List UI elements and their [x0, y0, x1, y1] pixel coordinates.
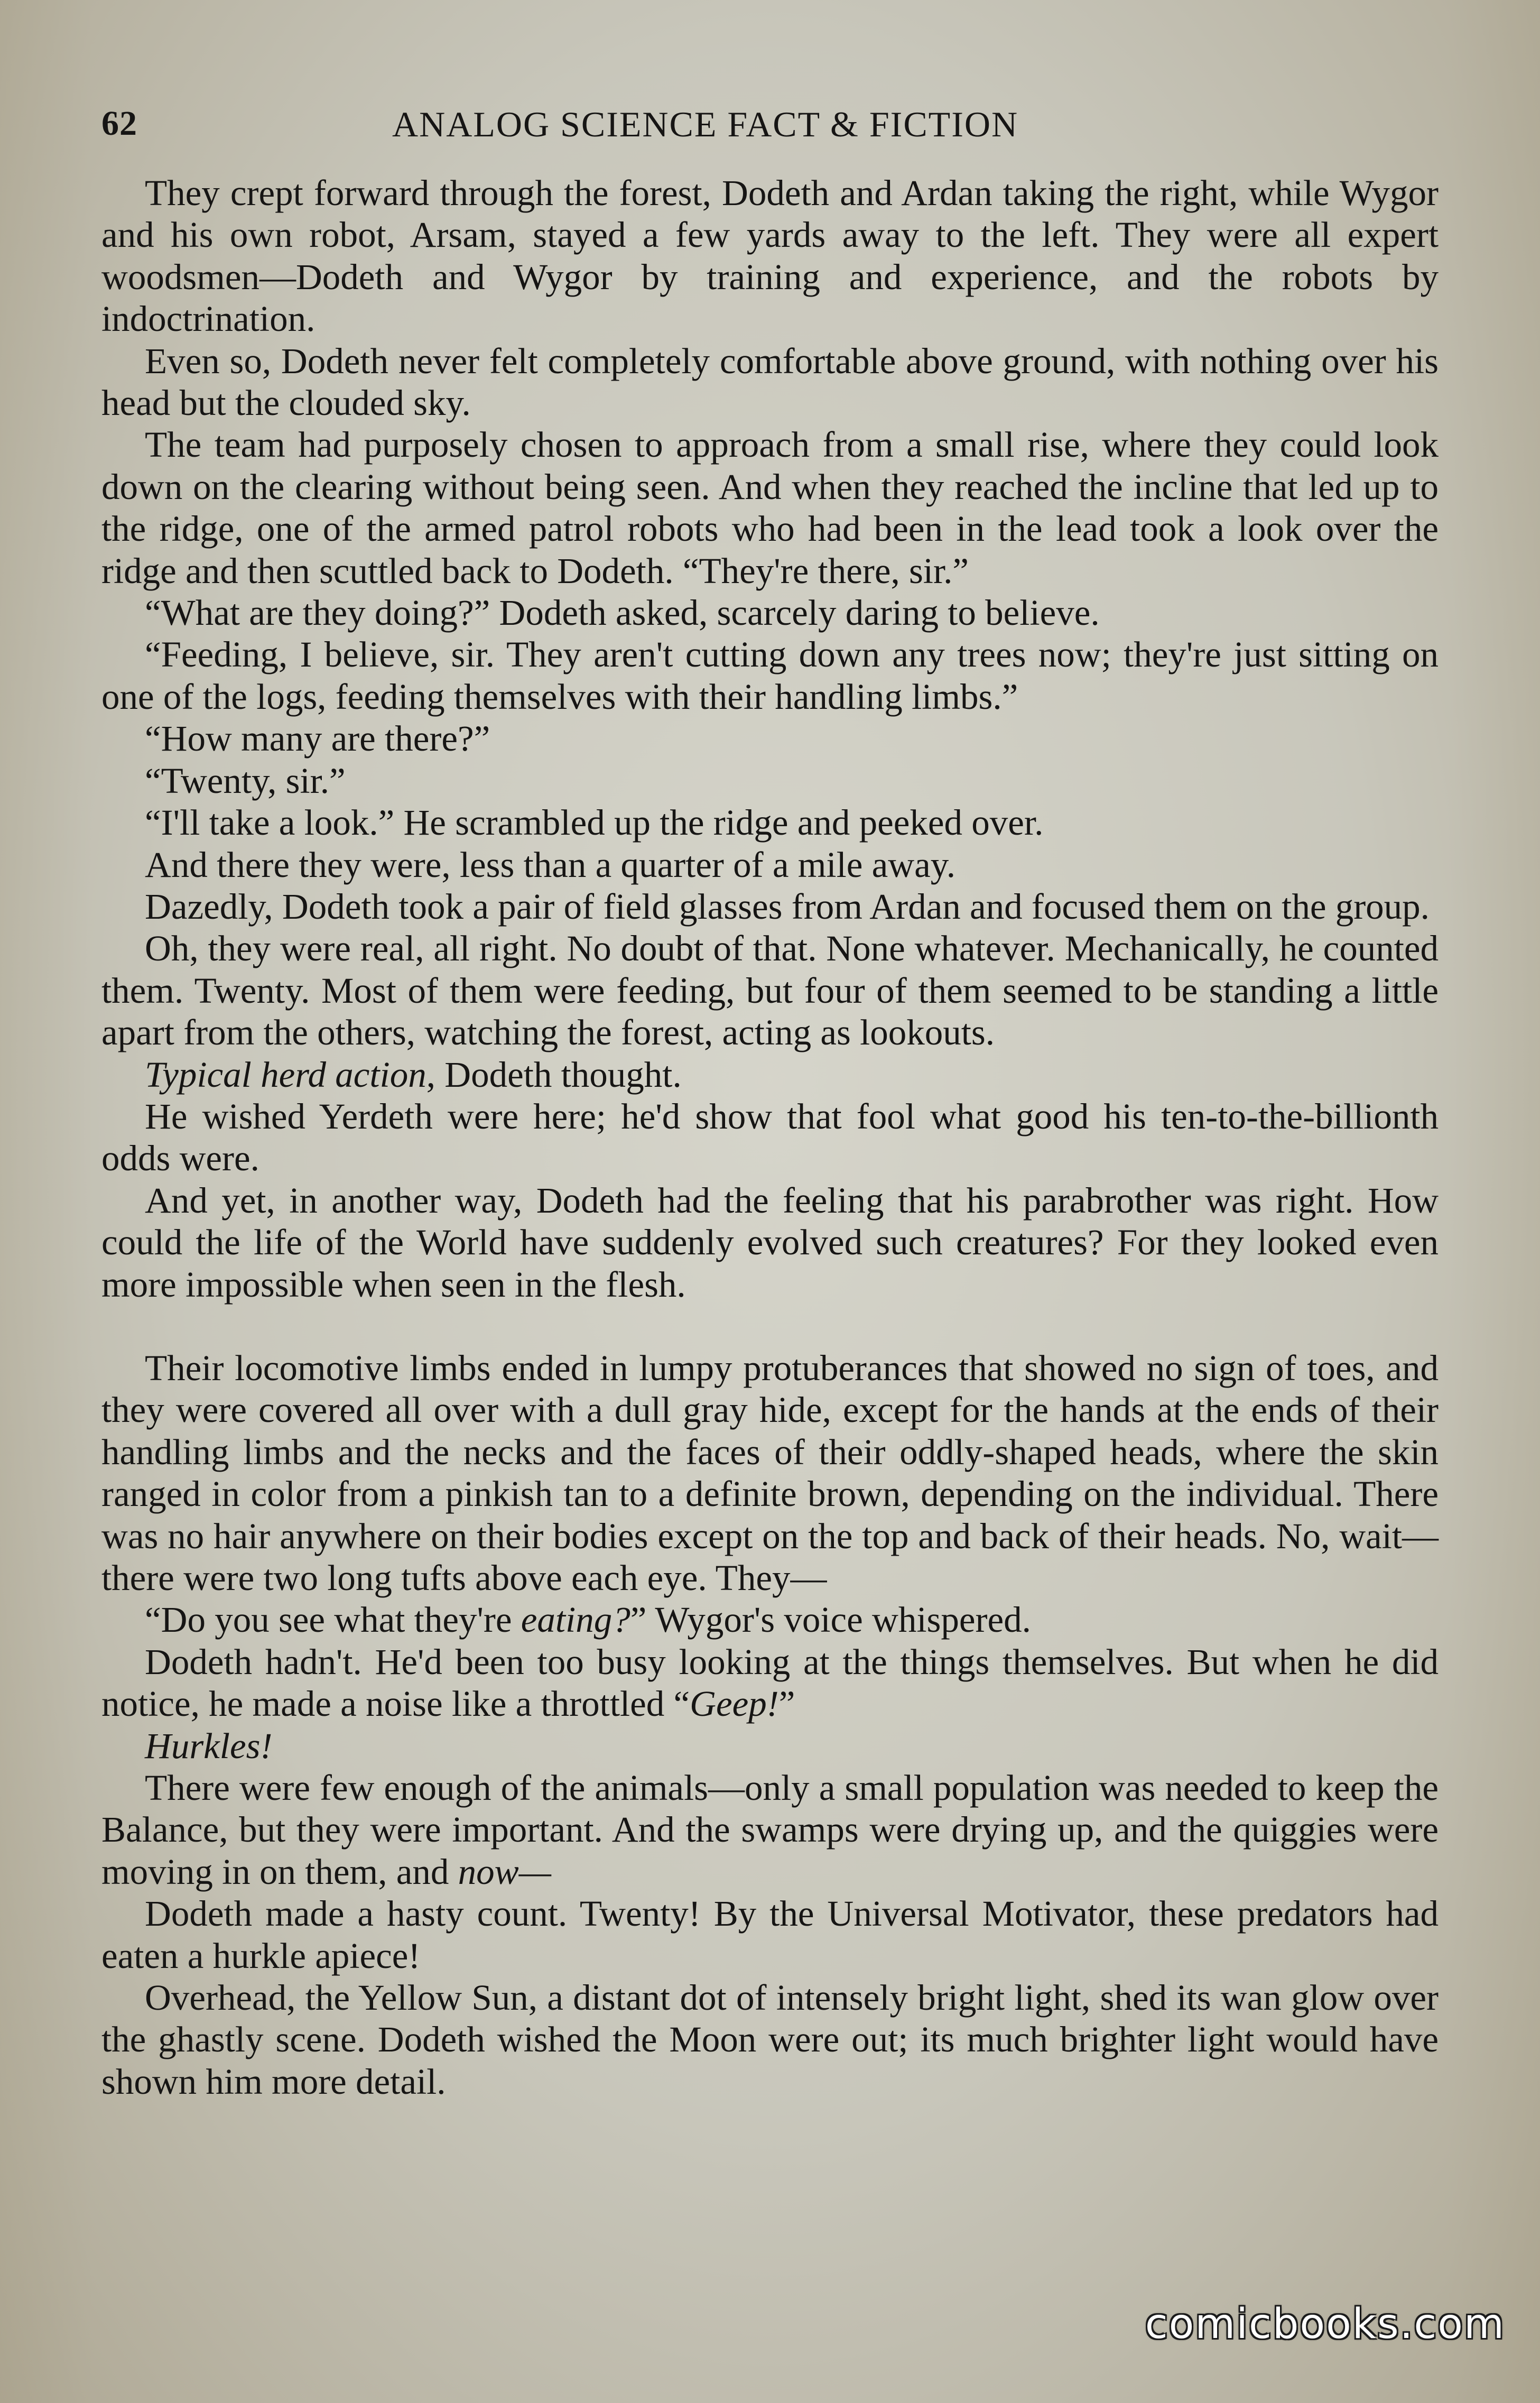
paragraph: “Feeding, I believe, sir. They aren't cutting down any trees now; they're just sitting on one of the logs, feeding themselves with their handling limbs.” [101, 634, 1439, 717]
page-number: 62 [101, 104, 137, 143]
italic-phrase: Hurkles! [145, 1725, 273, 1766]
paragraph [101, 1725, 1439, 1767]
paragraph: Typical herd action, Dodeth thought. [145, 1054, 682, 1095]
paragraph: “I'll take a look.” He scrambled up the ridge and peeked over. [145, 802, 1044, 843]
italic-phrase: Typical herd action [145, 1054, 426, 1095]
paragraph: Dodeth hadn't. He'd been too busy looking at the things themselves. But when he did notice, he made a noise like a throttled “Geep!” [101, 1641, 1439, 1724]
italic-phrase: now— [458, 1851, 551, 1892]
paragraph: And yet, in another way, Dodeth had the feeling that his parabrother was right. How could the life of the World have suddenly evolved such creatures? For they looked even more impossible when seen in the flesh. [101, 1180, 1439, 1305]
paragraph: There were few enough of the animals—only a small population was needed to keep the Balance, but they were important. And the swamps were drying up, and the quiggies were moving in on them, and now— [101, 1768, 1439, 1892]
paragraph: And there they were, less than a quarter of a mile away. [145, 844, 955, 885]
paragraph: Their locomotive limbs ended in lumpy protuberances that showed no sign of toes, and they were covered all over with a dull gray hide, except for the hands at the ends of their handling limbs and the necks and the faces of their oddly-shaped heads, where the skin ranged in color from a pinkish tan to a definite brown, depending on the individual. There was no hair anywhere on their bodies except on the top and back of their heads. No, wait—there were two long tufts above each eye. They— [101, 1347, 1439, 1598]
paragraph: They crept forward through the forest, Dodeth and Ardan taking the right, while Wygor and his own robot, Arsam, stayed a few yards away to the left. They were all expert woodsmen—Dodeth and Wygor by training and experience, and the robots by indoctrination. [101, 173, 1439, 339]
paragraph: Dazedly, Dodeth took a pair of field glasses from Ardan and focused them on the group. [145, 886, 1430, 927]
story-text [101, 172, 1439, 2103]
watermark: comicbooks.com [1145, 2300, 1505, 2348]
paragraph: “How many are there?” [145, 718, 490, 759]
paragraph: He wished Yerdeth were here; he'd show that fool what good his ten-to-the-billionth odds were. [101, 1096, 1439, 1179]
paragraph: Even so, Dodeth never felt completely comfortable above ground, with nothing over his head but the clouded sky. [101, 340, 1439, 423]
page-header [101, 104, 1439, 151]
paragraph: Oh, they were real, all right. No doubt of that. None whatever. Mechanically, he counted them. Twenty. Most of them were feeding, but four of them seemed to be standing a little apart from the others, watching the forest, acting as lookouts. [101, 928, 1439, 1053]
paragraph: “Twenty, sir.” [145, 760, 346, 801]
paragraph: “What are they doing?” Dodeth asked, scarcely daring to believe. [145, 593, 1100, 633]
italic-phrase: eating? [521, 1600, 630, 1640]
paragraph: Overhead, the Yellow Sun, a distant dot of intensely bright light, shed its wan glow over the ghastly scene. Dodeth wished the Moon were out; its much brighter light would have shown him more detail. [101, 1977, 1439, 2102]
italic-phrase: Geep! [690, 1684, 779, 1724]
paragraph: “Do you see what they're eating?” Wygor's voice whispered. [145, 1600, 1031, 1640]
paragraph: The team had purposely chosen to approach from a small rise, where they could look down on the clearing without being seen. And when they reached the incline that led up to the ridge, one of the armed patrol robots who had been in the lead took a look over the ridge and then scuttled back to Dodeth. “They're there, sir.” [101, 424, 1439, 591]
paragraph: Dodeth made a hasty count. Twenty! By the Universal Motivator, these predators had eaten a hurkle apiece! [101, 1893, 1439, 1976]
running-head: ANALOG SCIENCE FACT & FICTION [392, 104, 1019, 144]
